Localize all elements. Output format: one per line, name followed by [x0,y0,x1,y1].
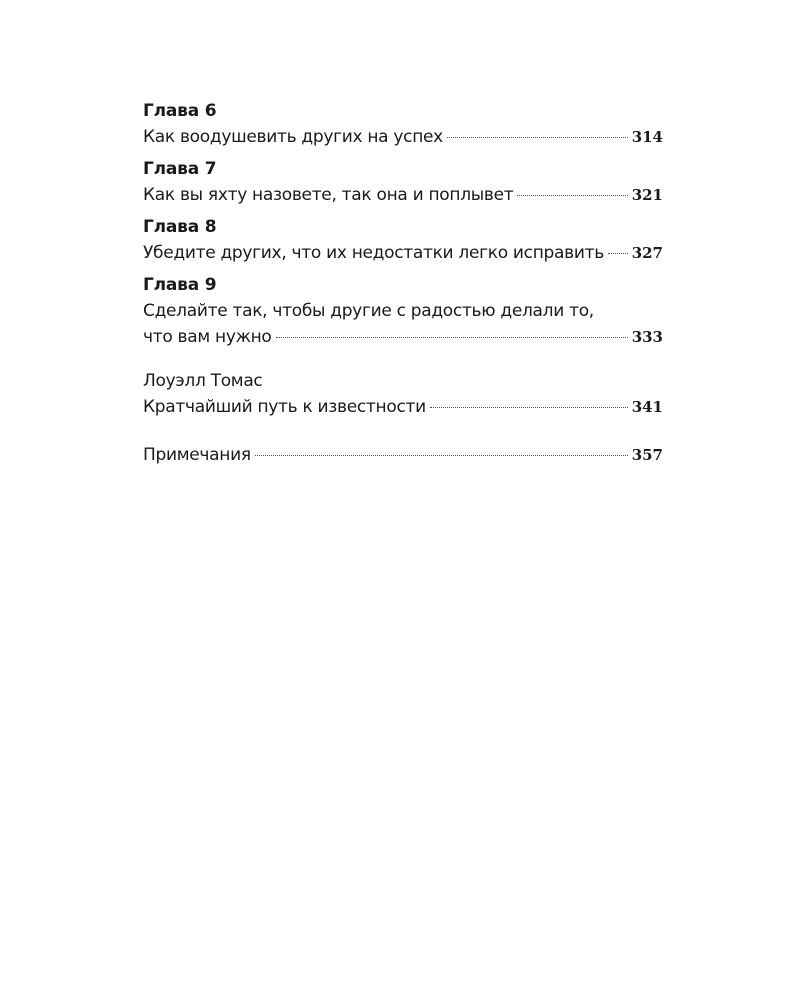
dot-leader [517,195,627,196]
afterword-author: Лоуэлл Томас [143,371,263,391]
toc-line[interactable] [143,394,663,420]
chapter-title: Как воодушевить других на успех [143,127,443,147]
afterword-title: Кратчайший путь к известности [143,397,426,417]
dot-leader [255,455,628,456]
chapter-heading: Глава 6 [143,101,217,121]
page-number: 357 [631,446,663,464]
chapter-title-line-2: что вам нужно [143,327,272,347]
chapter-title-line-1: Сделайте так, чтобы другие с радостью делали то, [143,301,594,321]
toc-entry-chapter-7 [143,156,663,208]
chapter-title: Как вы яхту назовете, так она и поплывет [143,185,514,205]
toc-entry-afterword [143,368,663,420]
page-number: 327 [631,244,663,262]
page-number: 321 [631,186,663,204]
toc-line[interactable] [143,442,663,468]
dot-leader [447,137,628,138]
toc-line[interactable] [143,240,663,266]
page-number: 341 [631,398,663,416]
table-of-contents [143,98,663,474]
toc-entry-chapter-8 [143,214,663,266]
dot-leader [276,337,628,338]
toc-entry-chapter-6 [143,98,663,150]
page-number: 314 [631,128,663,146]
dot-leader [430,407,628,408]
chapter-title: Убедите других, что их недостатки легко исправить [143,243,604,263]
chapter-heading: Глава 8 [143,217,217,237]
toc-entry-chapter-9 [143,272,663,350]
chapter-heading: Глава 7 [143,159,217,179]
toc-line[interactable] [143,324,663,350]
toc-line[interactable] [143,182,663,208]
toc-entry-notes [143,442,663,468]
dot-leader [608,253,628,254]
page-number: 333 [631,328,663,346]
chapter-heading: Глава 9 [143,275,217,295]
toc-line[interactable] [143,124,663,150]
notes-title: Примечания [143,445,251,465]
